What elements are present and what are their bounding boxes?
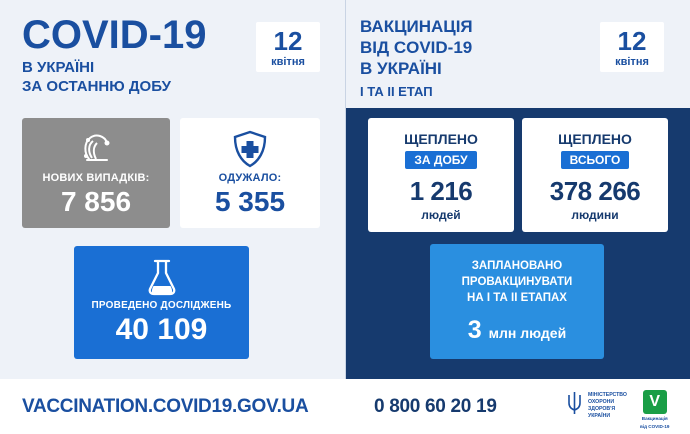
card-new-cases: [22, 118, 170, 228]
card-vaccinated-day-unit: людей: [421, 208, 461, 222]
moz-logo-line1: МІНІСТЕРСТВО: [588, 391, 627, 398]
right-title-line1: ВАКЦИНАЦІЯ: [360, 17, 473, 36]
card-new-cases-value: 7 856: [60, 186, 132, 217]
date-right-month: квітня: [615, 56, 649, 68]
right-title-line3: В УКРАЇНІ: [360, 59, 442, 78]
card-vaccinated-day-head: ЩЕПЛЕНО: [404, 131, 478, 147]
card-planned: [430, 244, 604, 359]
card-planned-value-row: [430, 316, 604, 345]
vaccination-logo-line2: від COVID-19: [640, 424, 670, 429]
moz-logo-line4: УКРАЇНИ: [588, 412, 611, 419]
hospital-shield-icon: [180, 126, 320, 172]
left-title: [22, 14, 207, 96]
left-title-line1: COVID-19: [22, 13, 207, 57]
card-tests-label: ПРОВЕДЕНО ДОСЛІДЖЕНЬ: [91, 300, 232, 311]
card-vaccinated-total: [522, 118, 668, 232]
date-right-day: 12: [617, 26, 647, 56]
card-vaccinated-day-sub: ЗА ДОБУ: [405, 151, 476, 169]
card-planned-value: 3: [467, 316, 482, 344]
left-title-line2: В УКРАЇНІ: [22, 59, 95, 76]
footer-phone: 0 800 60 20 19: [374, 396, 497, 417]
moz-logo-text: [588, 392, 627, 420]
date-badge-right: [600, 22, 664, 72]
card-tests-value: 40 109: [115, 313, 208, 346]
right-title-line2: ВІД COVID-19: [360, 38, 473, 57]
card-recovered-label: ОДУЖАЛО:: [218, 172, 282, 184]
vaccination-logo: [640, 390, 669, 430]
date-left-day: 12: [273, 26, 303, 56]
right-title: [360, 16, 473, 102]
card-vaccinated-day-value: 1 216: [409, 176, 473, 206]
virus-icon: [22, 126, 170, 172]
moz-logo-line3: ЗДОРОВ'Я: [588, 405, 616, 412]
card-recovered: [180, 118, 320, 228]
trident-icon: [566, 390, 583, 421]
card-planned-line1: ЗАПЛАНОВАНО: [471, 260, 563, 272]
card-tests: [74, 246, 249, 359]
card-planned-line2: ПРОВАКЦИНУВАТИ: [461, 276, 573, 288]
vaccination-logo-mark: V: [643, 390, 667, 414]
card-vaccinated-total-unit: людини: [571, 208, 619, 222]
footer-site-link[interactable]: VACCINATION.COVID19.GOV.UA: [22, 396, 309, 417]
date-left-month: квітня: [271, 56, 305, 68]
card-vaccinated-total-value: 378 266: [549, 176, 641, 206]
panel-divider: [345, 0, 346, 379]
moz-logo: [566, 390, 627, 421]
vaccination-logo-line1: Вакцинація: [641, 416, 668, 421]
right-title-line4: І ТА ІІ ЕТАП: [360, 84, 433, 99]
left-title-line3: ЗА ОСТАННЮ ДОБУ: [22, 78, 171, 95]
card-recovered-value: 5 355: [214, 186, 286, 217]
moz-logo-line2: ОХОРОНИ: [588, 398, 615, 405]
flask-icon: [74, 254, 249, 300]
card-new-cases-label: НОВИХ ВИПАДКІВ:: [42, 172, 150, 184]
card-vaccinated-day: [368, 118, 514, 232]
date-badge-left: [256, 22, 320, 72]
card-vaccinated-total-head: ЩЕПЛЕНО: [558, 131, 632, 147]
card-vaccinated-total-sub: ВСЬОГО: [561, 151, 630, 169]
card-planned-line3: НА І ТА ІІ ЕТАПАХ: [467, 292, 567, 304]
card-planned-value-unit: млн людей: [488, 325, 567, 341]
